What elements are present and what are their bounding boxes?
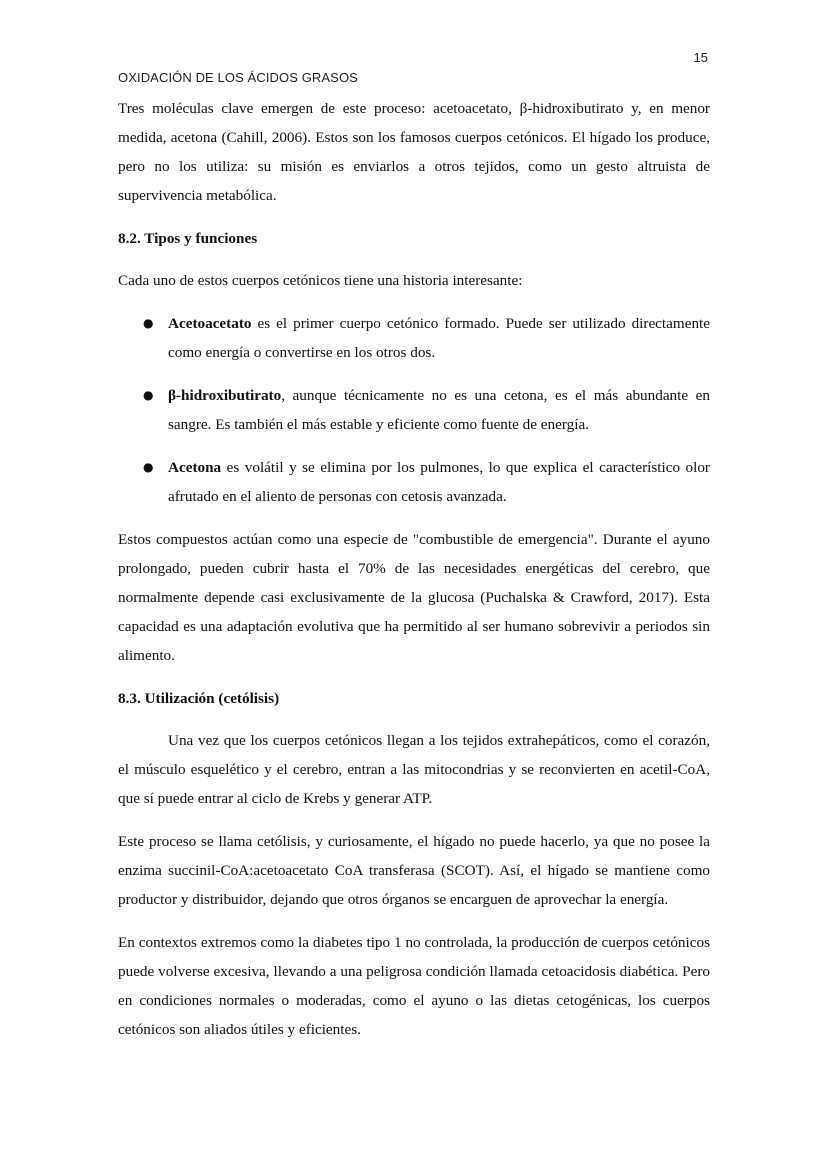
- paragraph-ketoacidosis: En contextos extremos como la diabetes tipo 1 no controlada, la producción de cuerpos cetónicos puede volverse excesiva, llevando a una peligrosa condición llamada cetoacidosis diabética. Pero en condiciones normales o moderadas, como el ayuno o las dietas cetogénicas, los cuerpos cetónicos son aliados útiles y eficientes.: [118, 934, 710, 1038]
- paragraph-types-lead: Cada uno de estos cuerpos cetónicos tiene una historia interesante:: [118, 272, 523, 289]
- document-body: [118, 94, 710, 1058]
- bullet-icon: ●: [143, 460, 154, 474]
- list-item-term: Acetoacetato: [168, 315, 252, 332]
- ketone-bodies-list: [118, 309, 710, 511]
- section-heading-8-2: 8.2. Tipos y funciones: [118, 230, 258, 247]
- page-number: 15: [693, 50, 708, 65]
- paragraph-utilization: Una vez que los cuerpos cetónicos llegan a los tejidos extrahepáticos, como el corazón, el músculo esquelético y el cerebro, entran a las mitocondrias y se reconvierten en acetil-CoA, que sí puede entrar al ciclo de Krebs y generar ATP.: [118, 732, 710, 807]
- list-item-text: es el primer cuerpo cetónico formado. Puede ser utilizado directamente como energía o convertirse en los otros dos.: [168, 315, 710, 361]
- section-heading-8-3: 8.3. Utilización (cetólisis): [118, 690, 280, 707]
- list-item: [143, 381, 710, 439]
- list-item: [143, 453, 710, 511]
- list-item: [143, 309, 710, 367]
- bullet-icon: ●: [143, 316, 154, 330]
- paragraph-emergency-fuel: Estos compuestos actúan como una especie de "combustible de emergencia". Durante el ayuno prolongado, pueden cubrir hasta el 70% de las necesidades energéticas del cerebro, que normalmente depende casi exclusivamente de la glucosa (Puchalska & Crawford, 2017). Esta capacidad es una adaptación evolutiva que ha permitido al ser humano sobrevivir a periodos sin alimento.: [118, 531, 710, 664]
- bullet-icon: ●: [143, 388, 154, 402]
- paragraph-ketolysis: Este proceso se llama cetólisis, y curiosamente, el hígado no puede hacerlo, ya que no posee la enzima succinil-CoA:acetoacetato CoA transferasa (SCOT). Así, el hígado se mantiene como productor y distribuidor, dejando que otros órganos se encarguen de aprovechar la energía.: [118, 833, 710, 908]
- list-item-term: β-hidroxibutirato: [168, 387, 282, 404]
- list-item-term: Acetona: [168, 459, 222, 476]
- running-header: OXIDACIÓN DE LOS ÁCIDOS GRASOS: [118, 70, 358, 85]
- list-item-text: es volátil y se elimina por los pulmones, lo que explica el característico olor afrutado en el aliento de personas con cetosis avanzada.: [168, 459, 710, 505]
- list-item-text: , aunque técnicamente no es una cetona, es el más abundante en sangre. Es también el más estable y eficiente como fuente de energía.: [168, 387, 710, 433]
- paragraph-intro: Tres moléculas clave emergen de este proceso: acetoacetato, β-hidroxibutirato y, en menor medida, acetona (Cahill, 2006). Estos son los famosos cuerpos cetónicos. El hígado los produce, pero no los utiliza: su misión es enviarlos a otros tejidos, como un gesto altruista de supervivencia metabólica.: [118, 100, 710, 204]
